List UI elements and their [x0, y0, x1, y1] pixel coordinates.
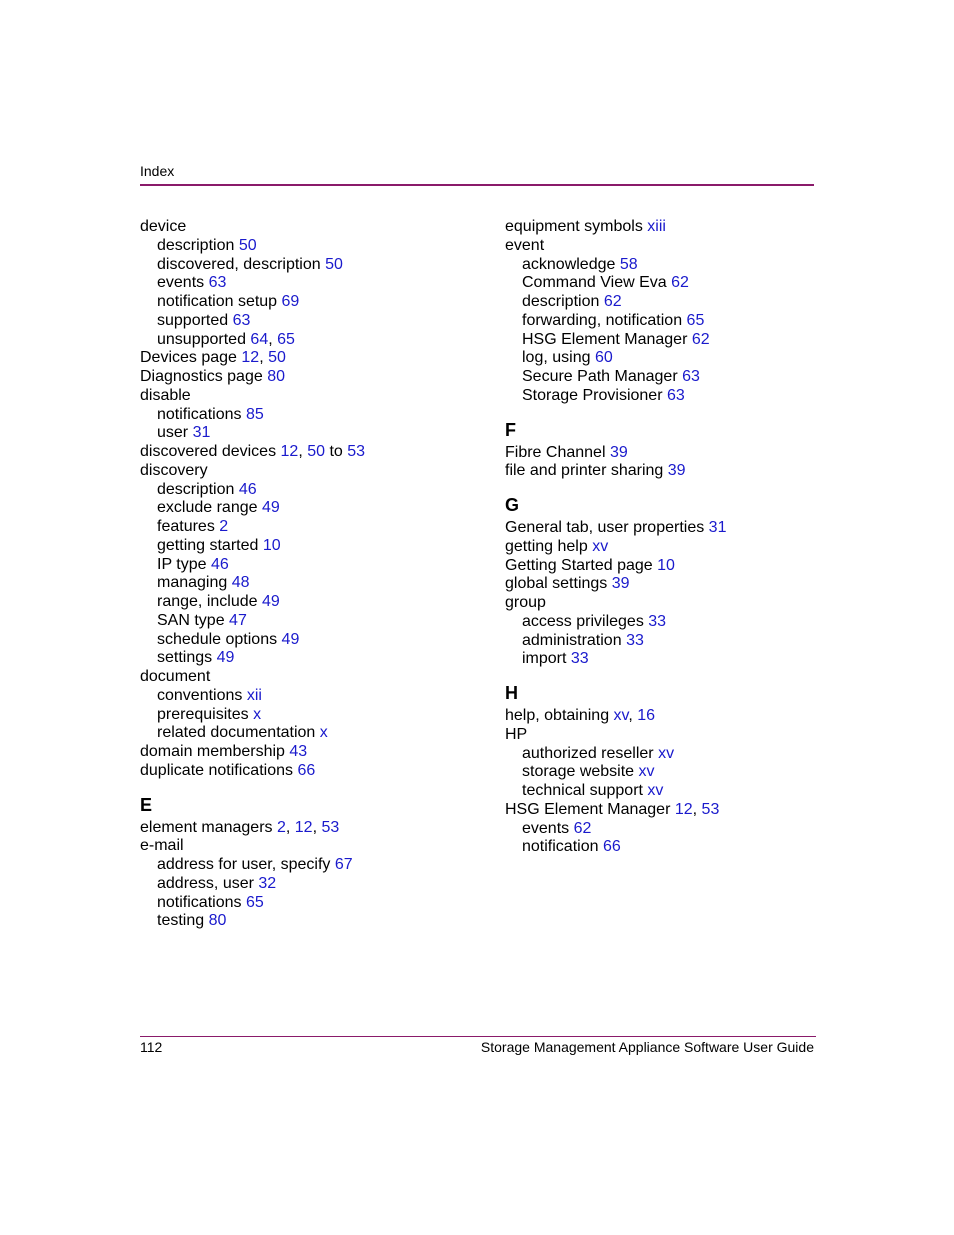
document-title: Storage Management Appliance Software User Guide: [480, 1039, 814, 1055]
index-subentry: [140, 649, 470, 668]
index-term: address, user: [157, 874, 254, 892]
index-term: document: [140, 668, 211, 685]
page-link[interactable]: 50: [238, 236, 257, 254]
page-link[interactable]: 50: [268, 349, 286, 367]
index-subentry: [140, 293, 470, 312]
index-term: HSG Element Manager: [505, 800, 671, 818]
index-subentry: [505, 820, 835, 839]
index-term: notification: [522, 838, 599, 856]
page-link[interactable]: 69: [281, 293, 300, 310]
index-term: file and printer sharing: [505, 462, 664, 480]
index-term: forwarding, notification: [522, 311, 683, 329]
index-entry: [505, 575, 835, 594]
index-entry: [505, 538, 835, 557]
page-link[interactable]: 39: [609, 443, 628, 461]
index-column-right: [505, 218, 835, 857]
index-term: managing: [157, 574, 228, 592]
page-link[interactable]: 10: [262, 536, 281, 554]
page-number: 112: [140, 1039, 163, 1055]
index-entry: [140, 762, 470, 781]
index-entry: [140, 668, 470, 687]
index-entry: [505, 462, 835, 481]
index-subentry: [505, 293, 835, 312]
index-term: related documentation: [157, 724, 316, 742]
section-letter: E: [140, 794, 153, 815]
page-link[interactable]: 60: [594, 349, 613, 367]
index-entry: [505, 519, 835, 538]
index-term: Diagnostics page: [140, 368, 263, 385]
index-subentry: [505, 763, 835, 782]
index-entry: [505, 726, 835, 745]
index-term: e-mail: [140, 837, 184, 855]
index-entry: [505, 218, 835, 237]
index-term: settings: [157, 649, 213, 667]
page-link[interactable]: 2: [276, 818, 286, 836]
index-term: authorized reseller: [522, 744, 654, 762]
index-term: Command View Eva: [522, 274, 667, 292]
index-subentry: [140, 912, 470, 931]
index-subentry: [140, 481, 470, 500]
index-term: acknowledge: [522, 255, 616, 273]
page-link[interactable]: 65: [686, 311, 705, 329]
index-subentry: [140, 894, 470, 913]
index-subentry: unsupported 64, 65: [157, 330, 295, 348]
index-subentry: [505, 387, 835, 406]
index-term: description: [522, 293, 600, 310]
page-link[interactable]: 62: [691, 330, 710, 348]
running-header: Index: [140, 163, 175, 179]
index-term: device: [140, 218, 187, 235]
index-subentry: [505, 650, 835, 669]
page-link[interactable]: 66: [297, 761, 316, 779]
page-link[interactable]: 85: [245, 405, 264, 423]
index-subentry: [140, 518, 470, 537]
page-link[interactable]: 12: [674, 800, 693, 818]
index-term: technical support: [522, 782, 643, 799]
page-link[interactable]: 39: [667, 462, 686, 480]
index-term: General tab, user properties: [505, 519, 705, 536]
page-link[interactable]: x: [253, 705, 262, 723]
page-link[interactable]: 66: [602, 838, 621, 856]
index-subentry: [505, 613, 835, 632]
page-link[interactable]: xv: [613, 707, 629, 724]
index-term: Fibre Channel: [505, 443, 606, 461]
index-entry: HSG Element Manager 12, 53: [505, 800, 720, 818]
section-letter: G: [505, 495, 520, 515]
index-entry: element managers 2, 12, 53: [140, 818, 340, 836]
index-term: notifications: [157, 405, 242, 423]
index-term: discovered devices: [140, 443, 277, 460]
index-term: address for user, specify: [157, 856, 331, 873]
index-entry: [505, 594, 835, 613]
index-term: IP type: [157, 555, 207, 573]
page-link[interactable]: xv: [638, 763, 655, 781]
page-link[interactable]: xv: [647, 782, 664, 799]
index-term: Devices page: [140, 349, 237, 367]
index-term: global settings: [505, 575, 608, 593]
index-subentry: [140, 556, 470, 575]
page-link[interactable]: 31: [708, 519, 727, 536]
page-link[interactable]: 53: [347, 443, 366, 460]
index-term: element managers: [140, 818, 273, 836]
index-subentry: [505, 368, 835, 387]
index-subentry: [140, 724, 470, 743]
index-subentry: [505, 349, 835, 368]
index-term: storage website: [522, 763, 635, 781]
index-entry: [140, 387, 470, 406]
page-link[interactable]: 16: [637, 707, 656, 724]
index-term: domain membership: [140, 743, 285, 760]
page-link[interactable]: xiii: [647, 218, 666, 235]
index-term: Secure Path Manager: [522, 368, 678, 385]
index-term: duplicate notifications: [140, 761, 293, 779]
page-link[interactable]: 39: [611, 575, 630, 593]
page-link[interactable]: 32: [258, 874, 277, 892]
page-link[interactable]: 12: [241, 349, 260, 367]
index-term: Getting Started page: [505, 556, 653, 574]
index-term: range, include: [157, 593, 258, 610]
index-subentry: [140, 875, 470, 894]
page-link[interactable]: 80: [208, 912, 227, 930]
index-subentry: [505, 632, 835, 651]
index-subentry: [140, 856, 470, 875]
index-term: features: [157, 518, 215, 535]
index-subentry: [505, 782, 835, 801]
index-term: supported: [157, 311, 229, 329]
page-link[interactable]: 53: [321, 818, 340, 836]
page-link[interactable]: 63: [682, 368, 700, 385]
index-term: getting help: [505, 537, 588, 555]
index-term: equipment symbols: [505, 218, 643, 235]
index-entry: [505, 557, 835, 576]
page-link[interactable]: 46: [238, 480, 257, 498]
index-term: group: [505, 594, 546, 611]
section-letter: H: [505, 683, 518, 703]
index-term: description: [157, 480, 235, 498]
index-term: disable: [140, 386, 191, 404]
index-subentry: [505, 838, 835, 857]
index-term: SAN type: [157, 611, 225, 629]
index-entry: [140, 462, 470, 481]
page-link[interactable]: 64: [250, 330, 269, 348]
page-link[interactable]: 63: [208, 274, 227, 292]
index-term: discovered, description: [157, 255, 321, 273]
index-term: user: [157, 424, 189, 442]
index-subentry: [140, 537, 470, 556]
header-divider: [140, 184, 814, 186]
index-subentry: [140, 424, 470, 443]
section-letter: F: [505, 419, 516, 440]
index-term: getting started: [157, 536, 259, 554]
index-subentry: [140, 612, 470, 631]
index-term: schedule options: [157, 630, 278, 648]
page-link[interactable]: 65: [277, 330, 295, 348]
page-link[interactable]: 2: [219, 518, 229, 535]
index-term: exclude range: [157, 499, 258, 517]
page-link[interactable]: 43: [289, 743, 308, 760]
footer-divider: [140, 1036, 816, 1037]
index-term: notifications: [157, 893, 242, 911]
index-term: events: [157, 274, 205, 292]
page-link[interactable]: 49: [261, 593, 280, 610]
page-link[interactable]: 80: [267, 368, 285, 385]
page-link[interactable]: 65: [245, 893, 264, 911]
index-term: log, using: [522, 349, 591, 367]
index-subentry: [140, 274, 470, 293]
page-link[interactable]: 12: [294, 818, 313, 836]
index-term: import: [522, 650, 567, 668]
page-link[interactable]: 49: [216, 649, 235, 667]
index-term: unsupported: [157, 330, 246, 348]
range-word: to: [329, 443, 343, 460]
page-link[interactable]: 10: [657, 556, 675, 574]
index-subentry: [140, 593, 470, 612]
index-entry: [140, 218, 470, 237]
page-link[interactable]: 62: [573, 819, 592, 837]
index-subentry: [140, 687, 470, 706]
page-link[interactable]: 33: [648, 612, 667, 630]
index-term: prerequisites: [157, 705, 249, 723]
index-entry: help, obtaining xv, 16: [505, 707, 656, 724]
index-entry: discovered devices 12, 50 to 53: [140, 443, 366, 460]
index-subentry: [505, 331, 835, 350]
page-link[interactable]: 46: [210, 555, 229, 573]
index-term: testing: [157, 912, 205, 930]
page-link[interactable]: 49: [281, 630, 300, 648]
index-entry: Devices page 12, 50: [140, 349, 286, 367]
index-term: Storage Provisioner: [522, 386, 663, 404]
page-link[interactable]: 67: [334, 856, 353, 873]
index-subentry: [505, 745, 835, 764]
page-link[interactable]: 33: [570, 650, 589, 668]
index-column-left: [140, 218, 470, 931]
index-term: access privileges: [522, 612, 644, 630]
index-subentry: [140, 406, 470, 425]
index-subentry: [505, 274, 835, 293]
page-link[interactable]: 63: [666, 386, 685, 404]
index-subentry: [140, 237, 470, 256]
index-subentry: [140, 312, 470, 331]
index-entry: [505, 237, 835, 256]
page-link[interactable]: 50: [325, 255, 343, 273]
index-term: conventions: [157, 686, 243, 704]
index-subentry: [140, 499, 470, 518]
page-link[interactable]: 62: [671, 274, 689, 292]
page-link[interactable]: xii: [246, 686, 262, 704]
index-term: HSG Element Manager: [522, 330, 688, 348]
page-link[interactable]: 50: [307, 443, 326, 460]
index-subentry: [140, 706, 470, 725]
index-subentry: [140, 256, 470, 275]
page-link[interactable]: 63: [232, 311, 251, 329]
page-link[interactable]: 62: [603, 293, 622, 310]
index-term: event: [505, 236, 545, 254]
index-term: description: [157, 236, 235, 254]
page-link[interactable]: 58: [619, 255, 638, 273]
index-term: events: [522, 819, 570, 837]
index-term: HP: [505, 725, 528, 743]
page-link[interactable]: 48: [231, 574, 250, 592]
page-link[interactable]: 47: [229, 611, 247, 629]
index-term: administration: [522, 631, 622, 649]
index-term: discovery: [140, 461, 208, 479]
page-link[interactable]: 12: [280, 443, 299, 460]
index-entry: [505, 444, 835, 463]
page-link[interactable]: 33: [626, 631, 644, 649]
page-link[interactable]: xv: [658, 744, 675, 762]
page-link[interactable]: 31: [192, 424, 211, 442]
page-link[interactable]: x: [319, 724, 328, 742]
index-subentry: [140, 631, 470, 650]
index-subentry: [505, 256, 835, 275]
page-link[interactable]: 53: [701, 800, 720, 818]
index-term: notification setup: [157, 293, 278, 310]
index-subentry: [140, 574, 470, 593]
page-link[interactable]: 49: [261, 499, 280, 517]
index-subentry: [505, 312, 835, 331]
index-entry: [140, 743, 470, 762]
index-term: help, obtaining: [505, 707, 610, 724]
page-link[interactable]: xv: [592, 537, 609, 555]
index-entry: [140, 837, 470, 856]
index-entry: [140, 368, 470, 387]
